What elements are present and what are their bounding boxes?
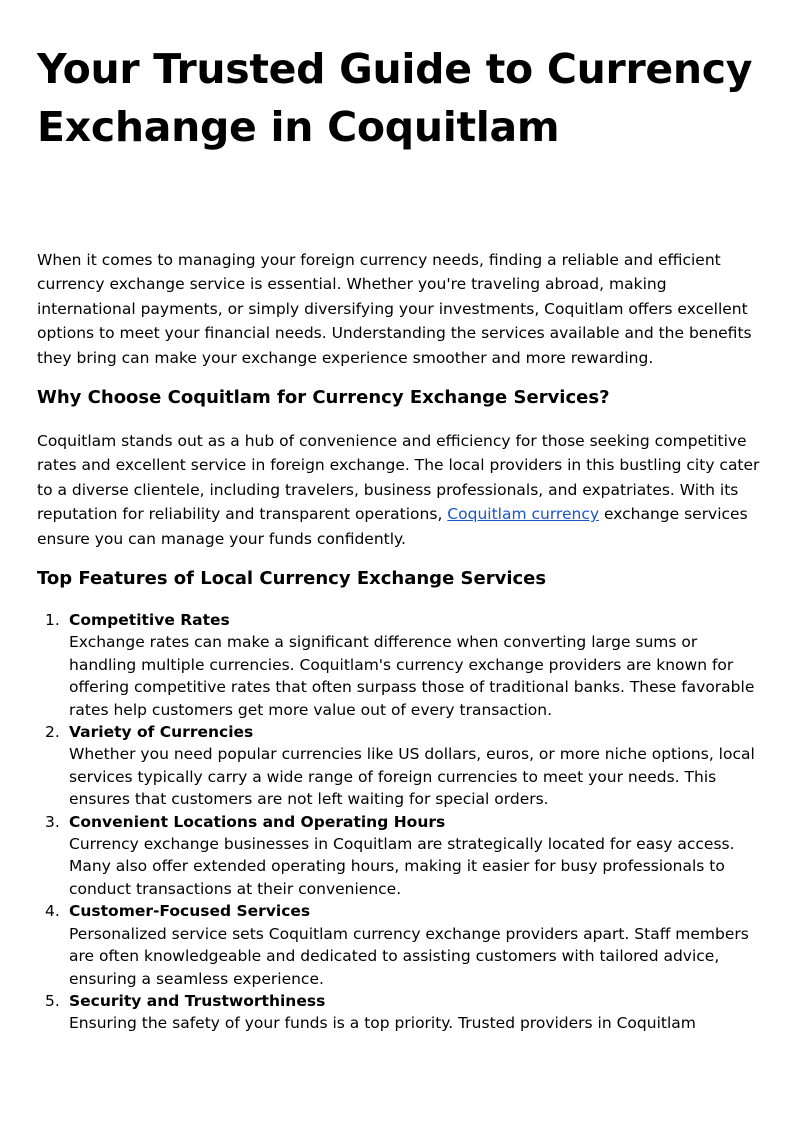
list-item — [37, 609, 762, 721]
list-item — [37, 900, 762, 990]
intro-paragraph: When it comes to managing your foreign currency needs, finding a reliable and efficient currency exchange service is essential. Whether you're traveling abroad, making international payments, or simply diversifying your investments, Coquitlam offers excellent options to meet your financial needs. Understanding the services available and the benefits they bring can make your exchange experience smoother and more rewarding. — [37, 251, 752, 367]
list-item — [37, 721, 762, 811]
why-text-after-link: exchange services ensure you can manage your funds confidently. — [37, 505, 748, 548]
list-item-description: Exchange rates can make a significant difference when converting large sums or handling multiple currencies. Coquitlam's currency exchange providers are known for offering competitive rates that often surpass those of traditional banks. These favorable rates help customers get more value out of every transaction. — [69, 633, 755, 719]
list-item-title: Customer-Focused Services — [69, 902, 311, 921]
why-section-heading: Why Choose Coquitlam for Currency Exchange Services? — [37, 387, 610, 408]
list-item-title: Convenient Locations and Operating Hours — [69, 812, 446, 831]
features-list — [37, 609, 762, 1035]
list-item-description: Personalized service sets Coquitlam currency exchange providers apart. Staff members are often knowledgeable and dedicated to assisting customers with tailored advice, ensuring a seamless experience. — [69, 924, 749, 988]
list-item-description: Ensuring the safety of your funds is a top priority. Trusted providers in Coquitlam — [69, 1014, 696, 1033]
list-item-title: Variety of Currencies — [69, 723, 254, 742]
list-item-number: 2. — [45, 723, 60, 742]
list-item-title: Security and Trustworthiness — [69, 991, 326, 1010]
why-text-before-link: Coquitlam stands out as a hub of convenience and efficiency for those seeking competitive rates and excellent service in foreign exchange. The local providers in this bustling city cater to a diverse clientele, including travelers, business professionals, and expatriates. With its reputation for reliability and transparent operations, — [37, 432, 760, 524]
list-item-number: 1. — [45, 611, 60, 629]
list-item-title: Competitive Rates — [69, 611, 230, 629]
coquitlam-currency-link[interactable]: Coquitlam currency — [447, 505, 600, 524]
list-item-number: 4. — [45, 902, 60, 921]
list-item-number: 3. — [45, 812, 60, 831]
list-item-description: Whether you need popular currencies like US dollars, euros, or more niche options, local services typically carry a wide range of foreign currencies to meet your needs. This ensures that customers are not left waiting for special orders. — [69, 745, 755, 809]
list-item — [37, 990, 762, 1035]
list-item-number: 5. — [45, 991, 60, 1010]
features-section-heading: Top Features of Local Currency Exchange Services — [37, 568, 547, 589]
page-title: Your Trusted Guide to Currency Exchange in Coquitlam — [37, 45, 753, 151]
why-section-paragraph — [37, 429, 762, 551]
list-item — [37, 811, 762, 901]
list-item-description: Currency exchange businesses in Coquitlam are strategically located for easy access. Many also offer extended operating hours, making it easier for busy professionals to conduct transactions at their convenience. — [69, 835, 735, 898]
